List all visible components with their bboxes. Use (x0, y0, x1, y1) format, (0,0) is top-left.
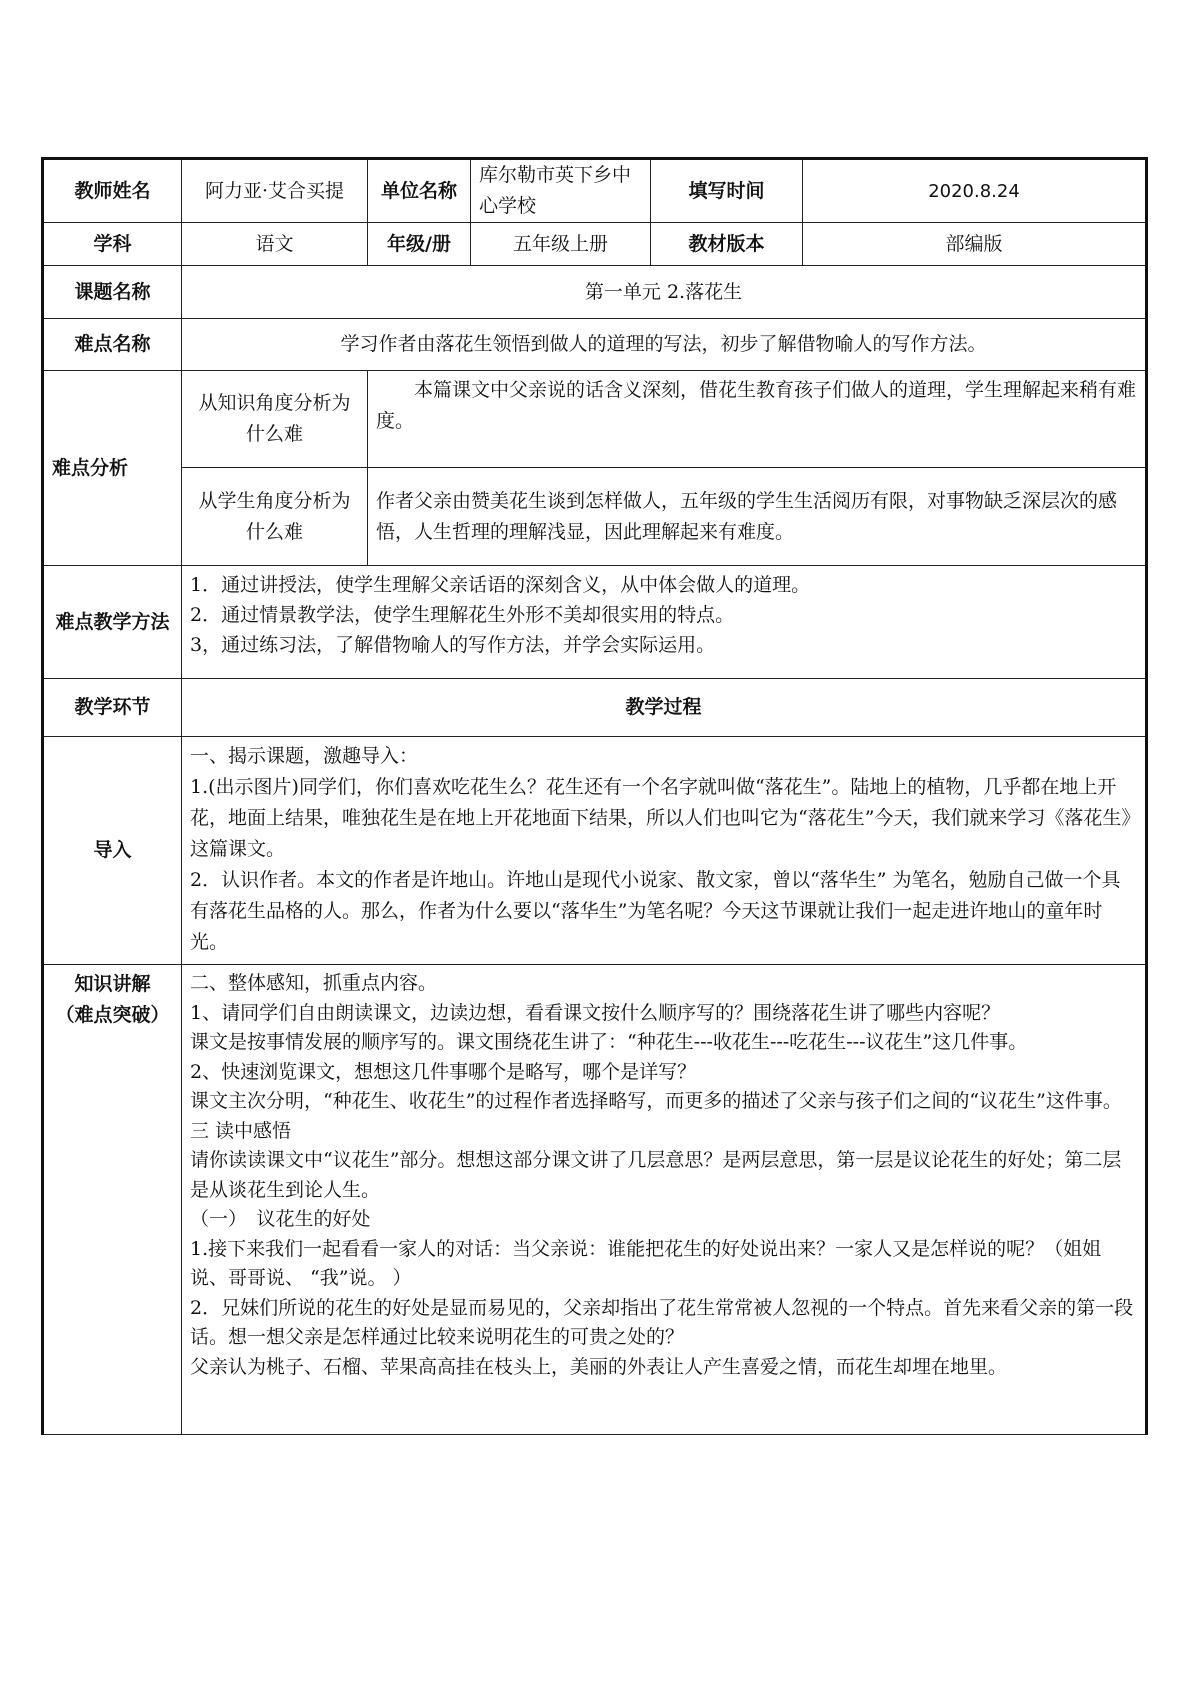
grade-label: 年级/册 (368, 223, 471, 266)
topic-label: 课题名称 (43, 266, 182, 319)
knowledge-label-line1: 知识讲解 (74, 973, 151, 995)
date-value: 2020.8.24 (803, 159, 1147, 223)
difficulty-value: 学习作者由落花生领悟到做人的道理的写法，初步了解借物喻人的写作方法。 (182, 319, 1147, 371)
analysis-label: 难点分析 (43, 371, 182, 566)
process-header: 教学过程 (182, 679, 1147, 737)
knowledge-line: 课文主次分明，“种花生、收花生”的过程作者选择略写，而更多的描述了父亲与孩子们之间的“议花生”这件事。 (190, 1090, 1122, 1112)
subject-label: 学科 (43, 223, 182, 266)
subject-value: 语文 (182, 223, 368, 266)
topic-value: 第一单元 2.落花生 (182, 266, 1147, 319)
date-label: 填写时间 (651, 159, 803, 223)
method-item: 3，通过练习法，了解借物喻人的写作方法，并学会实际运用。 (190, 634, 716, 656)
knowledge-line: 2、快速浏览课文，想想这几件事哪个是略写，哪个是详写？ (190, 1060, 697, 1083)
knowledge-label (43, 965, 182, 1435)
knowledge-line: 请你读读课文中“议花生”部分。想想这部分课文讲了几层意思？是两层意思，第一层是议论花生的好处；第二层是从谈花生到论人生。 (190, 1149, 1122, 1201)
knowledge-line: 1.接下来我们一起看看一家人的对话：当父亲说：谁能把花生的好处说出来？一家人又是怎样说的呢？（姐姐说、哥哥说、 “我”说。 ） (190, 1237, 1102, 1289)
knowledge-angle-text: 本篇课文中父亲说的话含义深刻，借花生教育孩子们做人的道理，学生理解起来稍有难度。 (368, 371, 1147, 468)
unit-label: 单位名称 (368, 159, 471, 223)
analysis-row-student (43, 468, 1147, 566)
teacher-value: 阿力亚·艾合买提 (182, 159, 368, 223)
topic-row (43, 266, 1147, 319)
knowledge-line: 三 读中感悟 (190, 1119, 292, 1142)
grade-value: 五年级上册 (471, 223, 651, 266)
knowledge-content (182, 965, 1147, 1435)
knowledge-line: （一） 议花生的好处 (190, 1208, 371, 1230)
methods-list (182, 566, 1147, 679)
knowledge-line: 课文是按事情发展的顺序写的。课文围绕花生讲了：“种花生---收花生---吃花生---议花生”这几件事。 (190, 1031, 1028, 1053)
student-angle-label: 从学生角度分析为什么难 (182, 468, 368, 566)
analysis-row-knowledge (43, 371, 1147, 468)
methods-row (43, 566, 1147, 679)
intro-line: 1.(出示图片)同学们，你们喜欢吃花生么？花生还有一个名字就叫做“落花生”。陆地上的植物，几乎都在地上开花，地面上结果，唯独花生是在地上开花地面下结果，所以人们也叫它为“落花生”今天，我们就来学习《落花生》这篇课文。 (190, 776, 1131, 860)
teacher-label: 教师姓名 (43, 159, 182, 223)
knowledge-line: 父亲认为桃子、石榴、苹果高高挂在枝头上，美丽的外表让人产生喜爱之情，而花生却埋在地里。 (190, 1355, 1008, 1378)
methods-label: 难点教学方法 (43, 566, 182, 679)
knowledge-row (43, 965, 1147, 1435)
intro-line: 2．认识作者。本文的作者是许地山。许地山是现代小说家、散文家，曾以“落华生” 为笔名，勉励自己做一个具有落花生品格的人。那么，作者为什么要以“落华生”为笔名呢？今天这节课就让我们一起走进许地山的童年时光。 (190, 869, 1121, 953)
difficulty-row (43, 319, 1147, 371)
lesson-plan-table (41, 157, 1148, 1435)
edition-label: 教材版本 (651, 223, 803, 266)
intro-line: 一、揭示课题，激趣导入： (190, 745, 419, 767)
process-header-row (43, 679, 1147, 737)
difficulty-label: 难点名称 (43, 319, 182, 371)
method-item: 2．通过情景教学法，使学生理解花生外形不美却很实用的特点。 (190, 604, 735, 626)
method-item: 1．通过讲授法，使学生理解父亲话语的深刻含义，从中体会做人的道理。 (190, 574, 811, 596)
knowledge-label-line2: （难点突破） (55, 1004, 170, 1026)
header-row-1 (43, 159, 1147, 223)
student-angle-text: 作者父亲由赞美花生谈到怎样做人，五年级的学生生活阅历有限，对事物缺乏深层次的感悟，人生哲理的理解浅显，因此理解起来有难度。 (368, 468, 1147, 566)
unit-value: 库尔勒市英下乡中心学校 (471, 159, 651, 223)
knowledge-angle-label: 从知识角度分析为什么难 (182, 371, 368, 468)
knowledge-line: 2．兄妹们所说的花生的好处是显而易见的，父亲却指出了花生常常被人忽视的一个特点。首先来看父亲的第一段话。想一想父亲是怎样通过比较来说明花生的可贵之处的？ (190, 1296, 1134, 1348)
intro-content (182, 737, 1147, 965)
intro-label: 导入 (43, 737, 182, 965)
stage-header: 教学环节 (43, 679, 182, 737)
header-row-2 (43, 223, 1147, 266)
intro-row (43, 737, 1147, 965)
knowledge-line: 1、请同学们自由朗读课文，边读边想，看看课文按什么顺序写的？围绕落花生讲了哪些内容呢？ (190, 1001, 1001, 1024)
edition-value: 部编版 (803, 223, 1147, 266)
knowledge-line: 二、整体感知，抓重点内容。 (190, 972, 438, 994)
